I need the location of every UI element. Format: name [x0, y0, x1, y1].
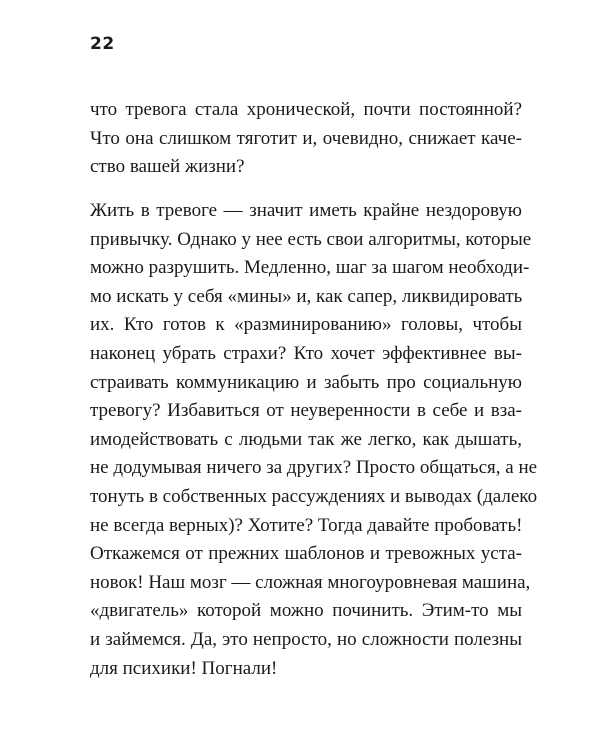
paragraph-2 [90, 197, 538, 683]
text-line: новок! Наш мозг — сложная многоуровневая машина, [90, 571, 531, 593]
text-line: можно разрушить. Медленно, шаг за шагом необходи- [90, 257, 530, 279]
page-number: 22 [90, 34, 115, 54]
text-line: их. Кто готов к «разминированию» головы, чтобы [90, 314, 522, 336]
paragraph-1 [90, 96, 522, 182]
text-line: Жить в тревоге — значит иметь крайне нездоровую [90, 200, 522, 221]
text-line: для психики! Погнали! [90, 657, 278, 679]
text-line: тревогу? Избавиться от неуверенности в себе и вза- [90, 400, 522, 422]
text-line: что тревога стала хронической, почти постоянной? [90, 99, 522, 120]
text-line: Что она слишком тяготит и, очевидно, снижает каче- [90, 127, 522, 149]
text-line: «двигатель» которой можно починить. Этим-то мы [90, 600, 522, 622]
text-line: ство вашей жизни? [90, 156, 245, 178]
text-line: страивать коммуникацию и забыть про социальную [90, 371, 522, 393]
text-line: мо искать у себя «мины» и, как сапер, ликвидировать [90, 285, 523, 307]
text-line: и займемся. Да, это непросто, но сложности полезны [90, 628, 522, 650]
text-line: тонуть в собственных рассуждениях и выводах (далеко [90, 485, 538, 507]
text-line: наконец убрать страхи? Кто хочет эффективнее вы- [90, 342, 522, 364]
text-line: не всегда верных)? Хотите? Тогда давайте пробовать! [90, 514, 523, 536]
text-line: привычку. Однако у нее есть свои алгоритмы, которые [90, 228, 532, 250]
text-line: не додумывая ничего за других? Просто общаться, а не [90, 457, 538, 479]
text-line: имодействовать с людьми так же легко, как дышать, [90, 428, 522, 450]
text-line: Откажемся от прежних шаблонов и тревожных уста- [90, 543, 522, 565]
